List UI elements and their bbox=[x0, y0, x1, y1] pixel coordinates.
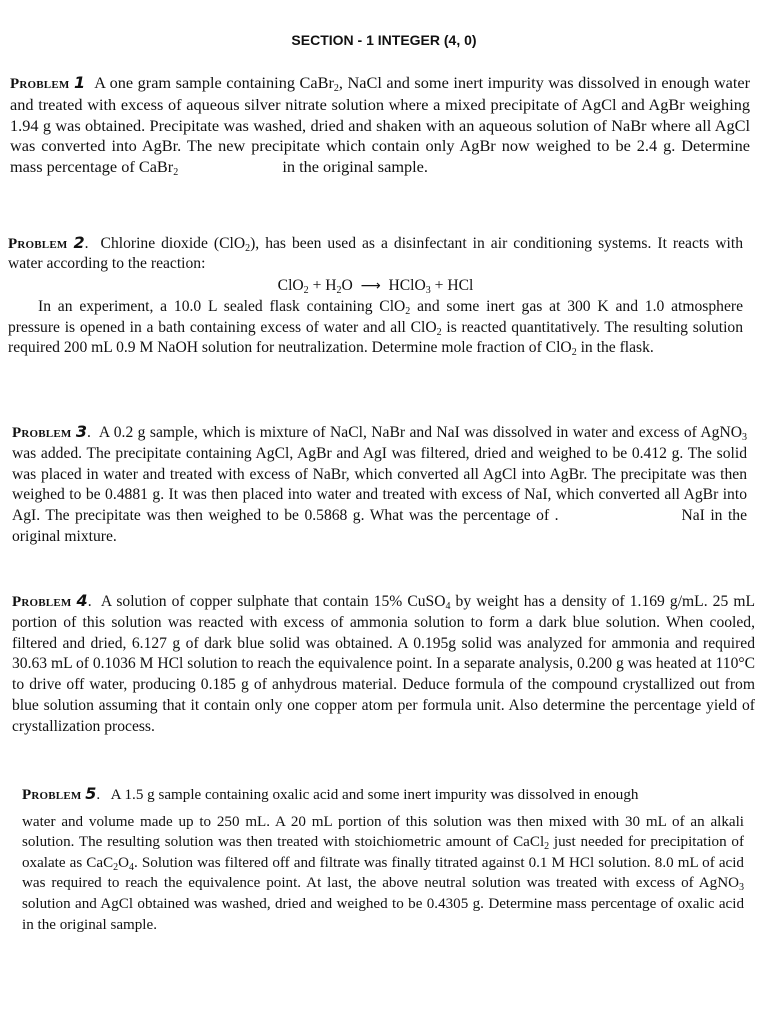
problem-text: O bbox=[118, 854, 130, 871]
problem-label: Problem bbox=[12, 594, 72, 610]
subscript: 3 bbox=[742, 432, 747, 443]
subscript: 2 bbox=[333, 83, 339, 94]
problem-text: was added. The precipitate containing AgCl, AgBr and AgI was filtered, dried and weighed to be 0.412 g. The solid was placed in water and treated with excess of NaBr, which converted all AgCl into AgBr. The precipitate was then weighed to be 0.4881 g. It was then placed into water and treated with excess of NaI, which converted all AgBr into AgI. The precipitate was then weighed to be 0.5868 g. What was the percentage of . bbox=[12, 444, 747, 525]
problem-1 bbox=[10, 73, 750, 178]
equation-term: ClO bbox=[277, 276, 304, 294]
problem-text: in the flask. bbox=[576, 339, 654, 357]
problem-text: solution and AgCl obtained was washed, dried and weighed to be 0.4305 g. Determine mass percentage of oxalic acid in the original sample. bbox=[22, 895, 744, 933]
equation-term: O bbox=[341, 276, 353, 294]
problem-text: in the original sample. bbox=[282, 157, 428, 177]
problem-text: A solution of copper sulphate that contain 15% CuSO bbox=[100, 593, 446, 610]
subscript: 3 bbox=[425, 284, 431, 296]
problem-label: Problem bbox=[12, 425, 72, 441]
problem-3: Problem 3. A 0.2 g sample, which is mixture of NaCl, NaBr and NaI was dissolved in water and excess of AgNO$_3$ was added. The precipitate containing AgCl, AgBr and AgI was filtered, dried and weighed to be 0.412 g. The solid was placed in water and treated with excess of NaBr, which converted all AgCl into AgBr. The precipitate was then weighed to be 0.4881 g. It was then placed into water and treated with excess of NaI, which converted all AgBr into AgI. The precipitate was then weighed to be 0.5868 g. What was the percentage of . NaI in the original mixture. bbox=[12, 422, 747, 545]
problem-text: and some inert gas at 300 K and 1.0 atmosphere pressure is opened in a bath containing excess of water and all ClO bbox=[8, 298, 743, 336]
problem-text: ), has been used as a disinfectant in air conditioning systems. It reacts with water according to the reaction: bbox=[8, 235, 743, 273]
problem-text: by weight has a density of 1.169 g/mL. 25 mL portion of this solution was reacted with excess of ammonia solution to form a dark blue solution. When cooled, filtered and dried, 6.127 g of dark blue solid was obtained. A 0.195g solid was analyzed for ammonia and required 30.63 mL of 0.1036 M HCl solution to reach the equivalence point. In a separate analysis, 0.200 g was heated at 110°C to drive off water, producing 0.185 g of anhydrous material. Deduce formula of the compound crystallized out from blue solution assuming that it contain only one copper atom per formula unit. Also determine the percentage yield of crystallization process. bbox=[12, 593, 756, 735]
problem-text: A 1.5 g sample containing oxalic acid and some inert impurity was dissolved in enough bbox=[110, 787, 639, 803]
subscript: 2 bbox=[544, 841, 550, 853]
problem-2 bbox=[8, 233, 743, 358]
problem-text: NaI in the original mixture. bbox=[12, 507, 747, 545]
problem-number: 3 bbox=[75, 422, 88, 441]
subscript: 4 bbox=[129, 861, 135, 873]
problem-number: 2 bbox=[73, 233, 85, 252]
subscript: 2 bbox=[436, 326, 442, 338]
reaction-equation bbox=[8, 276, 743, 296]
problem-text: A 0.2 g sample, which is mixture of NaCl, NaBr and NaI was dissolved in water and excess of AgNO bbox=[98, 424, 742, 441]
problem-label: Problem bbox=[8, 236, 68, 252]
problem-text: A one gram sample containing CaBr bbox=[94, 73, 334, 92]
problem-4: Problem 4. A solution of copper sulphate that contain 15% CuSO$_4$ by weight has a density of 1.169 g/mL. 25 mL portion of this solution was reacted with excess of ammonia solution to form a dark blue solution. When cooled, filtered and dried, 6.127 g of dark blue solid was obtained. A 0.195g solid was analyzed for ammonia and required 30.63 mL of 0.1036 M HCl solution to reach the equivalence point. In a separate analysis, 0.200 g was heated at 110°C to drive off water, producing 0.185 g of anhydrous material. Deduce formula of the compound crystallized out from blue solution assuming that it contain only one copper atom per formula unit. Also determine the percentage yield of crystallization process. bbox=[12, 591, 756, 735]
problem-body bbox=[22, 812, 744, 936]
problem-text: . Solution was filtered off and filtrate was finally titrated against 0.1 M HCl solution. 8.0 mL of acid was required to reach the equivalence point. At last, the above neutral solution was treated with excess of AgNO bbox=[22, 854, 744, 892]
problem-text: is reacted quantitatively. The resulting solution required 200 mL 0.9 M NaOH solution for neutralization. Determine mole fraction of ClO bbox=[8, 318, 743, 357]
subscript: 2 bbox=[245, 243, 251, 254]
subscript: 2 bbox=[571, 347, 577, 359]
section-title: SECTION - 1 INTEGER (4, 0) bbox=[291, 32, 477, 48]
problem-5 bbox=[22, 784, 744, 935]
problem-text: In an experiment, a 10.0 L sealed flask containing ClO bbox=[38, 298, 406, 316]
subscript: 3 bbox=[739, 882, 744, 894]
equation-term: HClO bbox=[388, 276, 426, 294]
problem-number: 5 bbox=[85, 784, 97, 803]
subscript: 2 bbox=[113, 861, 119, 873]
problem-first-line: Problem 5. A 1.5 g sample containing oxalic acid and some inert impurity was dissolved in enough bbox=[22, 784, 639, 803]
problem-intro: Problem 2. Chlorine dioxide (ClO$_2$), has been used as a disinfectant in air conditioning systems. It reacts with water according to the reaction: bbox=[8, 233, 743, 273]
problem-text: just needed for precipitation of oxalate as CaC bbox=[22, 834, 744, 871]
reaction-arrow-icon: ⟶ bbox=[360, 277, 381, 294]
problem-label: Problem bbox=[10, 76, 70, 92]
subscript: 2 bbox=[173, 167, 179, 179]
problem-text: water and volume made up to 250 mL. A 20 mL portion of this solution was then mixed with 30 mL of an alkali solution. The resulting solution was then treated with stoichiometric amount of CaCl bbox=[22, 813, 744, 851]
subscript: 2 bbox=[303, 284, 309, 296]
subscript: 2 bbox=[405, 306, 411, 318]
subscript: 4 bbox=[445, 601, 451, 612]
problem-body bbox=[8, 297, 743, 358]
subscript: 2 bbox=[336, 284, 342, 296]
problem-text: Chlorine dioxide (ClO bbox=[100, 235, 246, 252]
problem-label: Problem bbox=[22, 787, 82, 803]
problem-text: , NaCl and some inert impurity was dissolved in enough water and treated with excess of aqueous silver nitrate solution where a mixed precipitate of AgCl and AgBr weighing 1.94 g was obtained. Precipitate was washed, dried and shaken with an aqueous solution of NaBr where all AgCl was converted into AgBr. The new precipitate which contain only AgBr now weighed to be 2.4 g. Determine mass percentage of CaBr bbox=[10, 73, 750, 177]
problem-number: 4 bbox=[76, 591, 88, 610]
equation-term: + HCl bbox=[430, 276, 474, 294]
equation-term: + H bbox=[308, 276, 337, 294]
problem-number: 1 bbox=[74, 73, 86, 92]
